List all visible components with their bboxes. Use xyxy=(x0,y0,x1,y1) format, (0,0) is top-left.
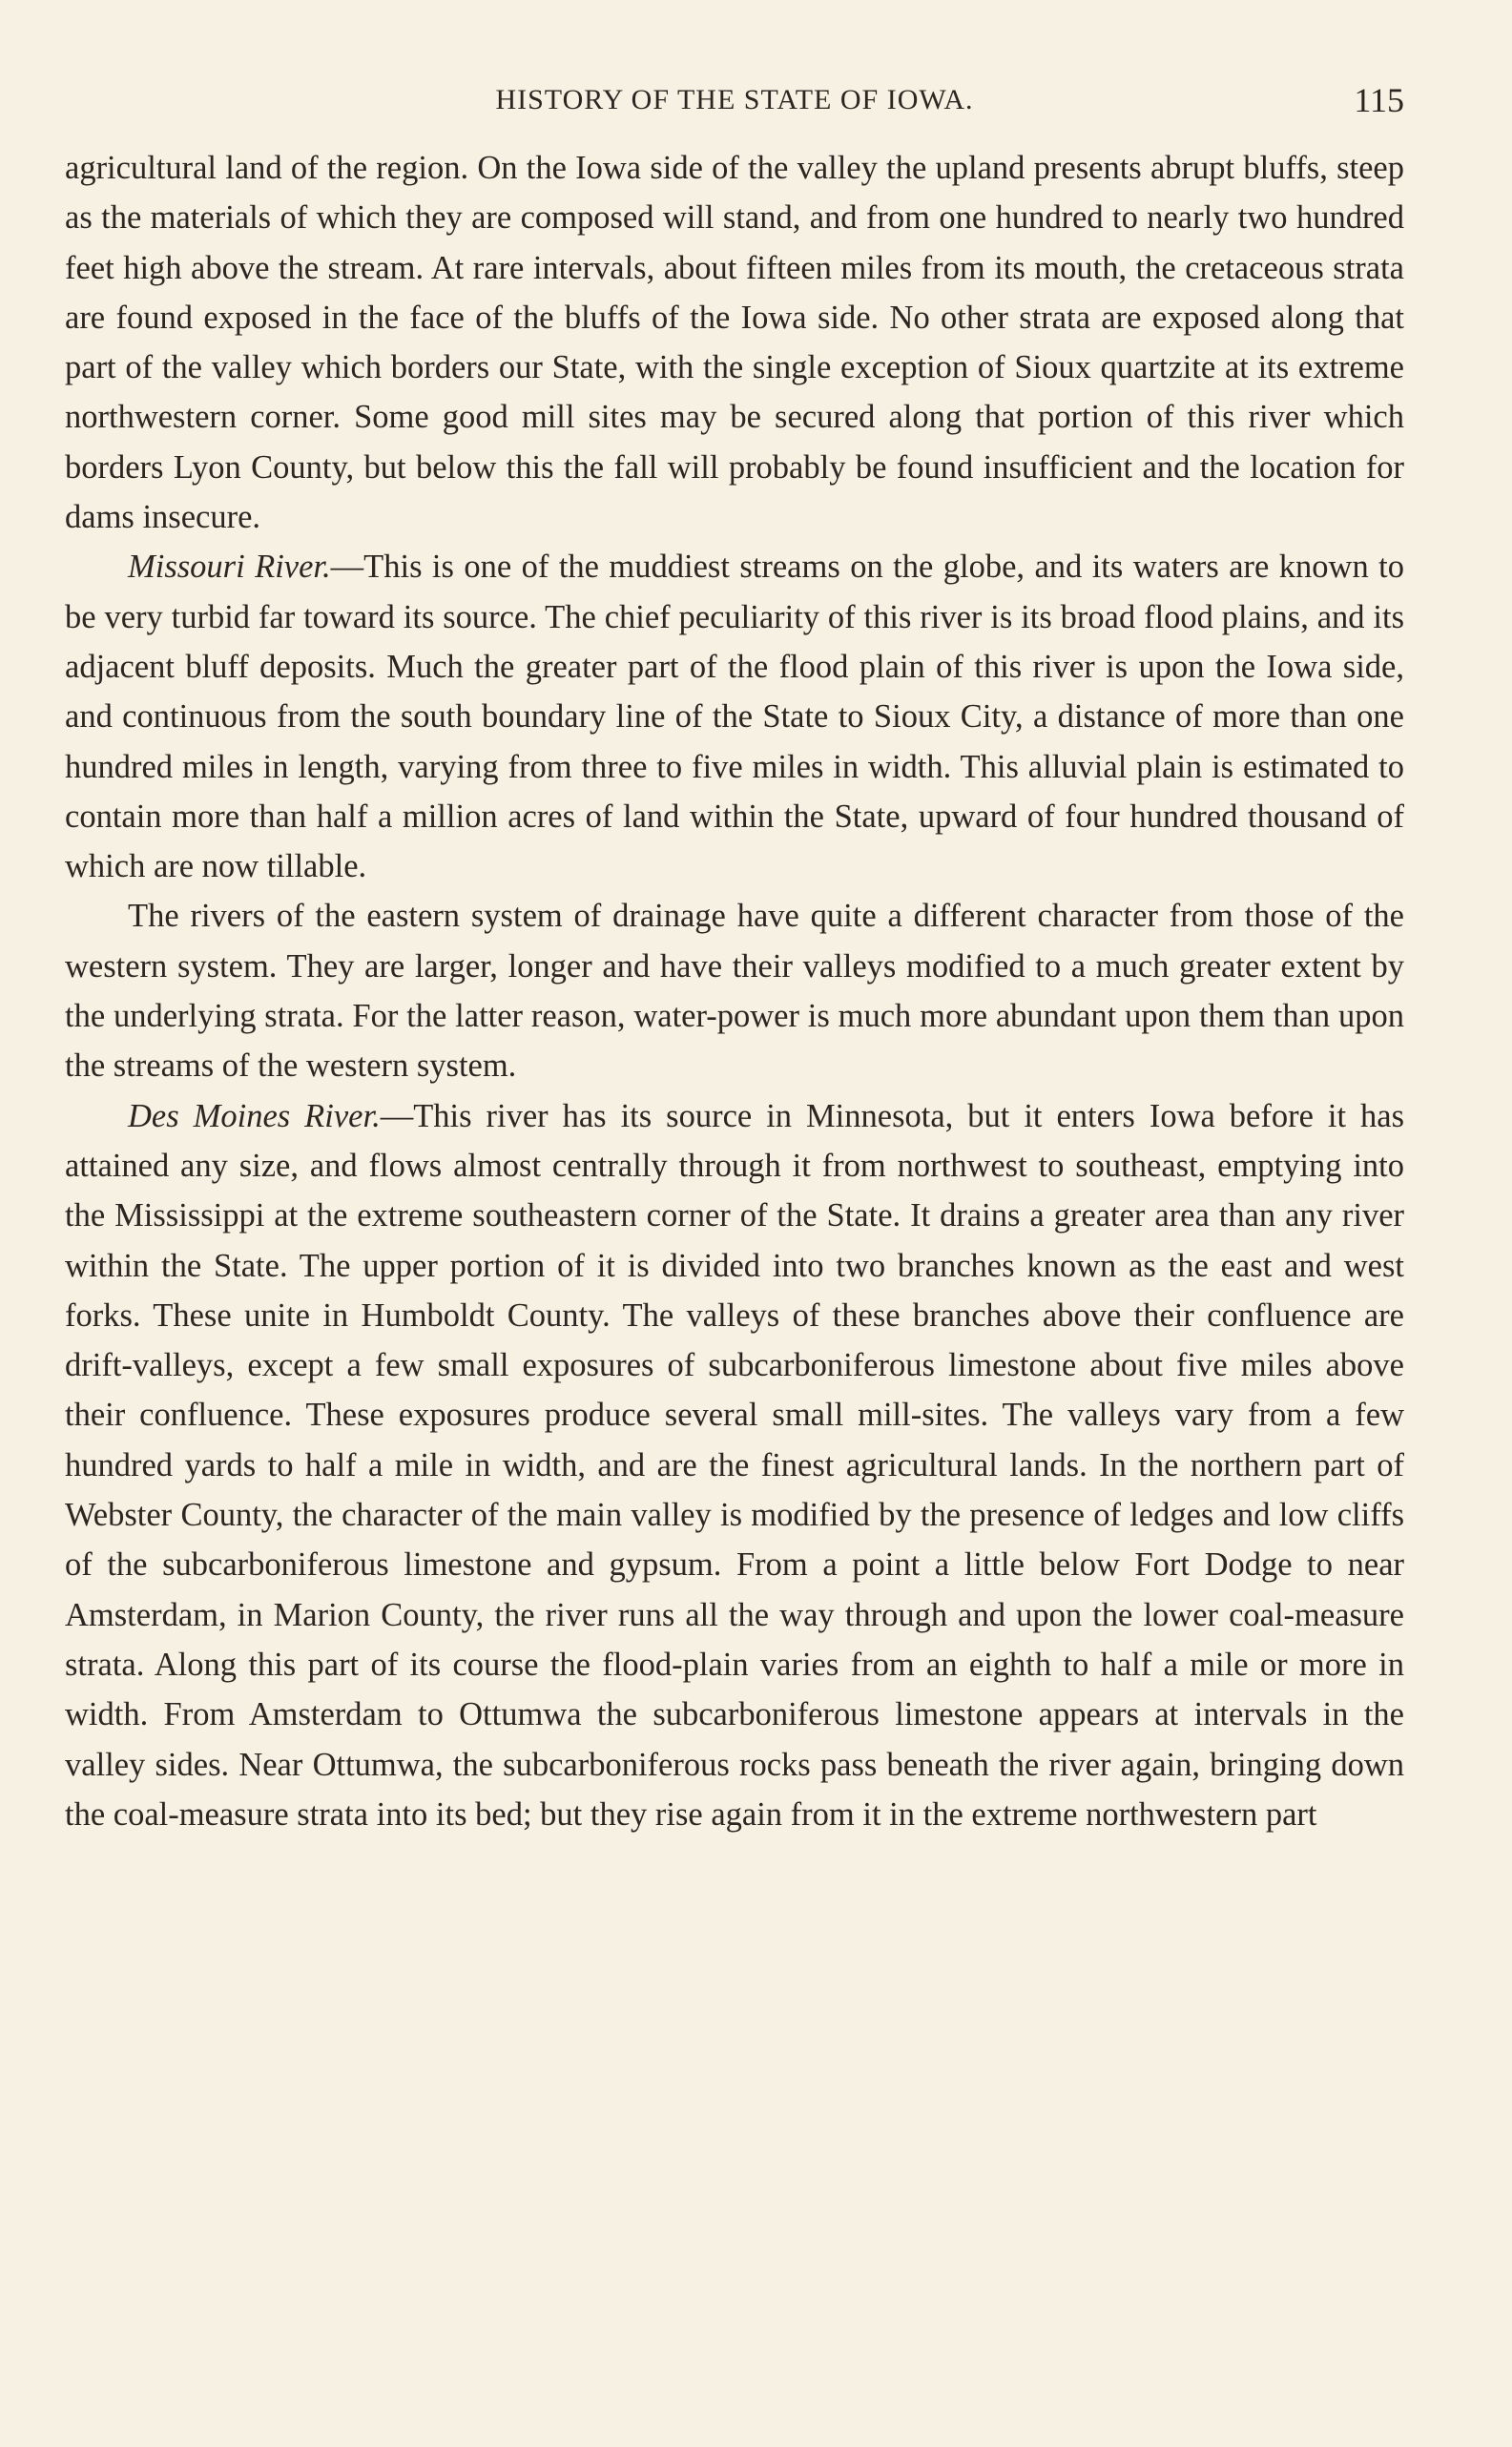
missouri-river-text: —This is one of the muddiest streams on the globe, and its waters are known to be very turbid far toward its source. The chief peculiarity of this river is its broad flood plains, and its adjacent bluff deposits. Much the greater part of the flood plain of this river is upon the Iowa side, and continuous from the south boundary line of the State to Sioux City, a distance of more than one hundred miles in length, varying from three to five miles in width. This alluvial plain is estimated to contain more than half a million acres of land within the State, upward of four hundred thousand of which are now tillable. xyxy=(65,549,1404,885)
book-page xyxy=(65,81,1404,1839)
des-moines-river-text: —This river has its source in Minnesota, but it enters Iowa before it has attained any size, and flows almost centrally through it from northwest to southeast, emptying into the Mississippi at the extreme southeastern corner of the State. It drains a greater area than any river within the State. The upper portion of it is divided into two branches known as the east and west forks. These unite in Humboldt County. The valleys of these branches above their confluence are drift-valleys, except a few small exposures of subcarboniferous limestone about five miles above their confluence. These exposures produce several small mill-sites. The valleys vary from a few hundred yards to half a mile in width, and are the finest agricultural lands. In the northern part of Webster County, the character of the main valley is modified by the presence of ledges and low cliffs of the subcarboniferous limestone and gypsum. From a point a little below Fort Dodge to near Amsterdam, in Marion County, the river runs all the way through and upon the lower coal-measure strata. Along this part of its course the flood-plain varies from an eighth to half a mile or more in width. From Amsterdam to Ottumwa the subcarboniferous limestone appears at intervals in the valley sides. Near Ottumwa, the subcarboniferous rocks pass beneath the river again, bringing down the coal-measure strata into its bed; but they rise again from it in the extreme northwestern part xyxy=(65,1097,1404,1833)
missouri-river-heading: Missouri River. xyxy=(128,549,331,586)
running-header xyxy=(65,81,1404,130)
page-number: 115 xyxy=(1354,81,1404,119)
paragraph-1-text: agricultural land of the region. On the Iowa side of the valley the upland presents abrupt bluffs, steep as the materials of which they are composed will stand, and from one hundred to nearly two hundred feet high above the stream. At rare intervals, about fifteen miles from its mouth, the cretaceous strata are found exposed in the face of the bluffs of the Iowa side. No other strata are exposed along that part of the valley which borders our State, with the single exception of Sioux quartzite at its extreme northwestern corner. Some good mill sites may be secured along that portion of this river which borders Lyon County, but below this the fall will probably be found insufficient and the location for dams insecure. xyxy=(65,150,1404,536)
running-header-title: HISTORY OF THE STATE OF IOWA. xyxy=(495,84,974,115)
eastern-system-text: The rivers of the eastern system of drainage have quite a different character from those of the western system. They are larger, longer and have their valleys modified to a much greater extent by the underlying strata. For the latter reason, water-power is much more abundant upon them than upon the streams of the western system. xyxy=(65,898,1404,1085)
paragraph-eastern-system xyxy=(65,891,1404,1090)
paragraph-1 xyxy=(65,143,1404,542)
paragraph-des-moines-river xyxy=(65,1091,1404,1839)
body-text xyxy=(65,143,1404,1839)
des-moines-river-heading: Des Moines River. xyxy=(128,1097,381,1134)
paragraph-missouri-river xyxy=(65,542,1404,891)
